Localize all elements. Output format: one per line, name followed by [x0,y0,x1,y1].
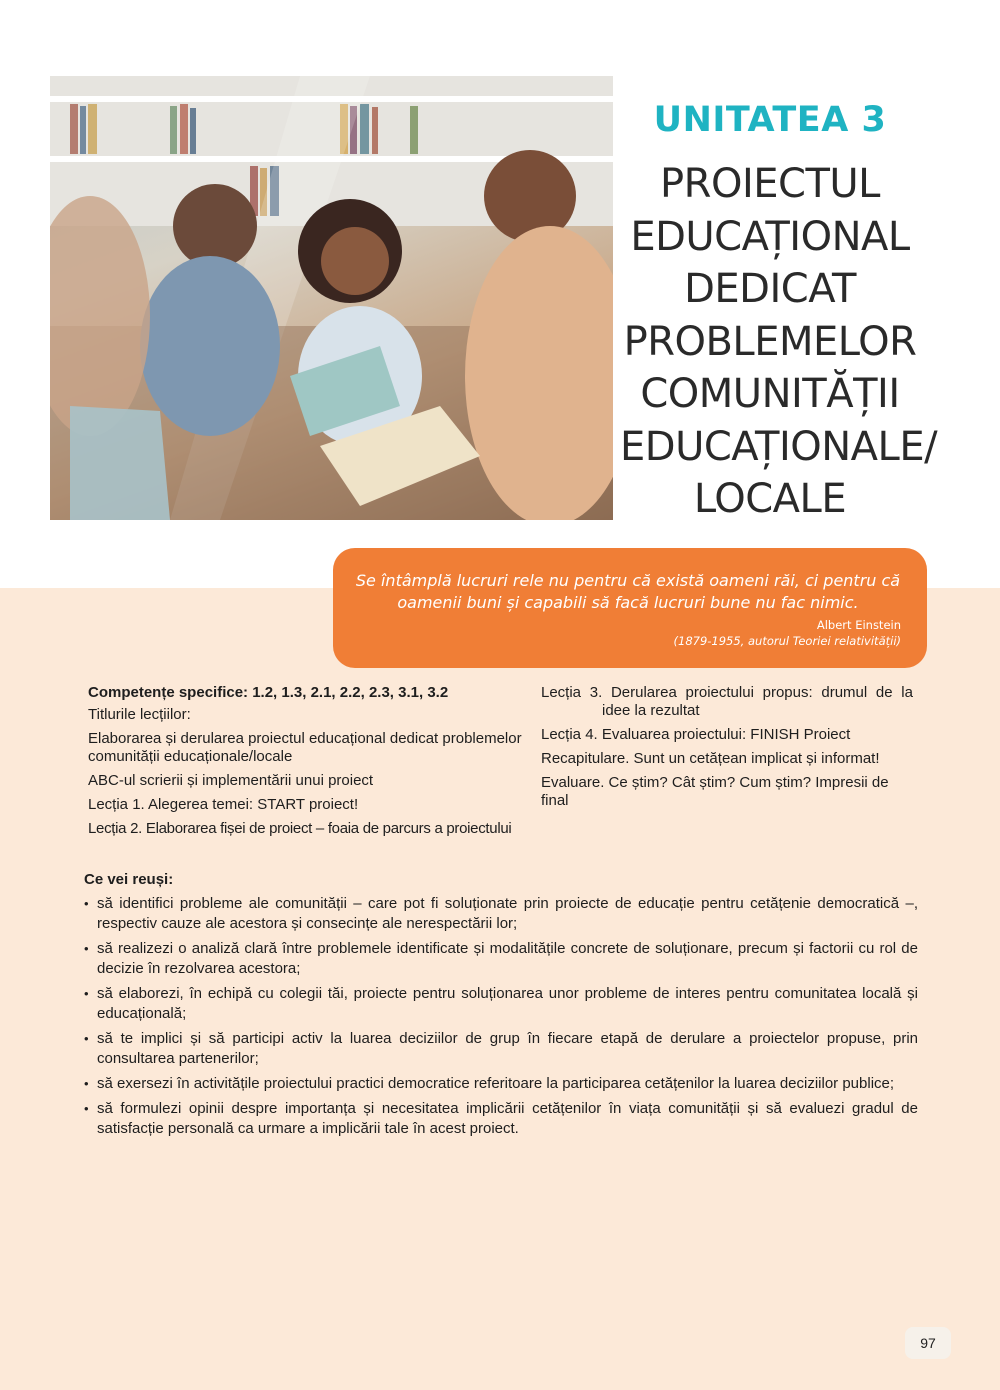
quote-text: Se întâmplă lucruri rele nu pentru că există oameni răi, ci pentru că oamenii buni și capabili să facă lucruri bune nu fac nimic. [355,571,901,612]
photo-illustration [50,76,613,520]
unit-title-line: PROIECTUL [660,161,880,207]
unit-title-line: EDUCAȚIONALE/ [620,423,938,470]
lessons-heading: Titlurile lecțiilor: [88,706,191,723]
list-item: • să elaborezi, în echipă cu colegii tăi, proiecte pentru soluționarea unor probleme de interes pentru comunitatea locală și educațională; [84,985,918,1022]
goals-heading: Ce vei reuși: [84,871,174,888]
quote-author-note: (1879-1955, autorul Teoriei relativității) [673,634,901,648]
bullet-icon: • [84,1101,89,1116]
quote-box [333,548,927,668]
unit-title-line: DEDICAT [684,266,856,312]
bullet-icon: • [84,1076,89,1091]
lessons-left-column [88,684,536,844]
unit-title-line: LOCALE [693,476,847,522]
list-item: • să identifici probleme ale comunității – care pot fi soluționate prin proiecte de educație pentru cetățenie democratică –, respectiv cauze ale acestora și consecințe ale nerespectării lor; [84,895,918,932]
lesson-title: Evaluare. Ce știm? Cât știm? Cum știm? Impresii de final [541,774,889,809]
unit-title-line: COMUNITĂȚII [640,371,900,417]
competences: Competențe specifice: 1.2, 1.3, 2.1, 2.2, 2.3, 3.1, 3.2 [88,684,449,701]
list-item: • să formulezi opinii despre importanța și necesitatea implicării cetățenilor în viața comunității și să evaluezi gradul de satisfacție personală ca urmare a implicării tale în acest proiect. [84,1100,918,1137]
lesson-title: ABC-ul scrierii și implementării unui proiect [88,772,374,789]
goals-section [84,870,918,1144]
unit-title-line: EDUCAȚIONAL [630,213,910,260]
bullet-icon: • [84,941,89,956]
list-item: • să exersezi în activitățile proiectului practici democratice referitoare la participarea cetățenilor la luarea deciziilor publice; [84,1075,895,1092]
lesson-title: Lecția 1. Alegerea temei: START proiect! [88,796,359,813]
list-item: • să te implici și să participi activ la luarea deciziilor de grup în fiecare etapă de derulare a proiectelor propuse, prin consultarea partenerilor; [84,1030,918,1067]
unit-title-line: PROBLEMELOR [623,318,917,365]
bullet-icon: • [84,896,89,911]
unit-title [620,158,938,526]
children-reading-photo [50,76,613,520]
quote-author: Albert Einstein [816,618,901,632]
unit-label: UNITATEA 3 [653,100,887,140]
bullet-icon: • [84,986,89,1001]
goals-list [84,894,918,1139]
bullet-icon: • [84,1031,89,1046]
lesson-title: Lecția 4. Evaluarea proiectului: FINISH Proiect [541,726,851,743]
list-item: • să realizezi o analiză clară între problemele identificate și modalitățile concrete de soluționare, precum și factorii cu rol de decizie în rezolvarea acestora; [84,940,918,977]
page-number: 97 [905,1327,951,1359]
lesson-title: Lecția 3. Derularea proiectului propus: drumul de la idee la rezultat [541,684,913,719]
lessons-right-column [541,684,913,816]
lesson-title: Recapitulare. Sunt un cetățean implicat și informat! [541,750,880,767]
lesson-title: Elaborarea și derularea proiectul educațional dedicat problemelor comunității educaționale/locale [88,730,522,765]
lesson-title: Lecția 2. Elaborarea fișei de proiect – foaia de parcurs a proiectului [88,820,512,837]
